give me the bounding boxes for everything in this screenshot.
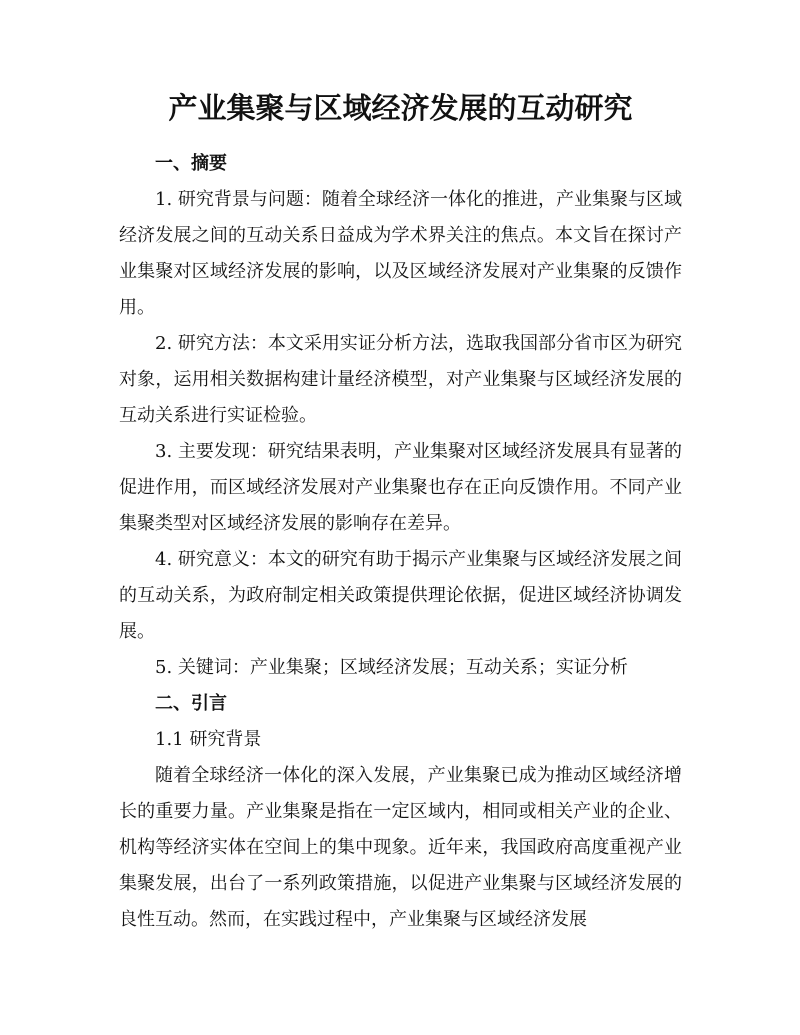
section-heading-introduction: 二、引言 bbox=[155, 693, 227, 714]
abstract-item-2: 2. 研究方法：本文采用实证分析方法，选取我国部分省市区为研究对象，运用相关数据构建计量经济模型，对产业集聚与区域经济发展的互动关系进行实证检验。 bbox=[119, 333, 682, 426]
abstract-item-3: 3. 主要发现：研究结果表明，产业集聚对区域经济发展具有显著的促进作用，而区域经济发展对产业集聚也存在正向反馈作用。不同产业集聚类型对区域经济发展的影响存在差异。 bbox=[119, 441, 682, 534]
subsection-heading-background: 1.1 研究背景 bbox=[155, 729, 262, 750]
document-body bbox=[119, 88, 682, 938]
abstract-item-5: 5. 关键词：产业集聚；区域经济发展；互动关系；实证分析 bbox=[155, 657, 628, 678]
intro-paragraph: 随着全球经济一体化的深入发展，产业集聚已成为推动区域经济增长的重要力量。产业集聚是指在一定区域内，相同或相关产业的企业、机构等经济实体在空间上的集中现象。近年来，我国政府高度重视产业集聚发展，出台了一系列政策措施，以促进产业集聚与区域经济发展的良性互动。然而，在实践过程中，产业集聚与区域经济发展 bbox=[119, 765, 682, 930]
document-title: 产业集聚与区域经济发展的互动研究 bbox=[168, 91, 633, 125]
abstract-item-4: 4. 研究意义：本文的研究有助于揭示产业集聚与区域经济发展之间的互动关系，为政府制定相关政策提供理论依据，促进区域经济协调发展。 bbox=[119, 549, 682, 642]
section-heading-abstract: 一、摘要 bbox=[155, 153, 227, 174]
abstract-item-1: 1. 研究背景与问题：随着全球经济一体化的推进，产业集聚与区域经济发展之间的互动关系日益成为学术界关注的焦点。本文旨在探讨产业集聚对区域经济发展的影响，以及区域经济发展对产业集聚的反馈作用。 bbox=[119, 189, 682, 318]
